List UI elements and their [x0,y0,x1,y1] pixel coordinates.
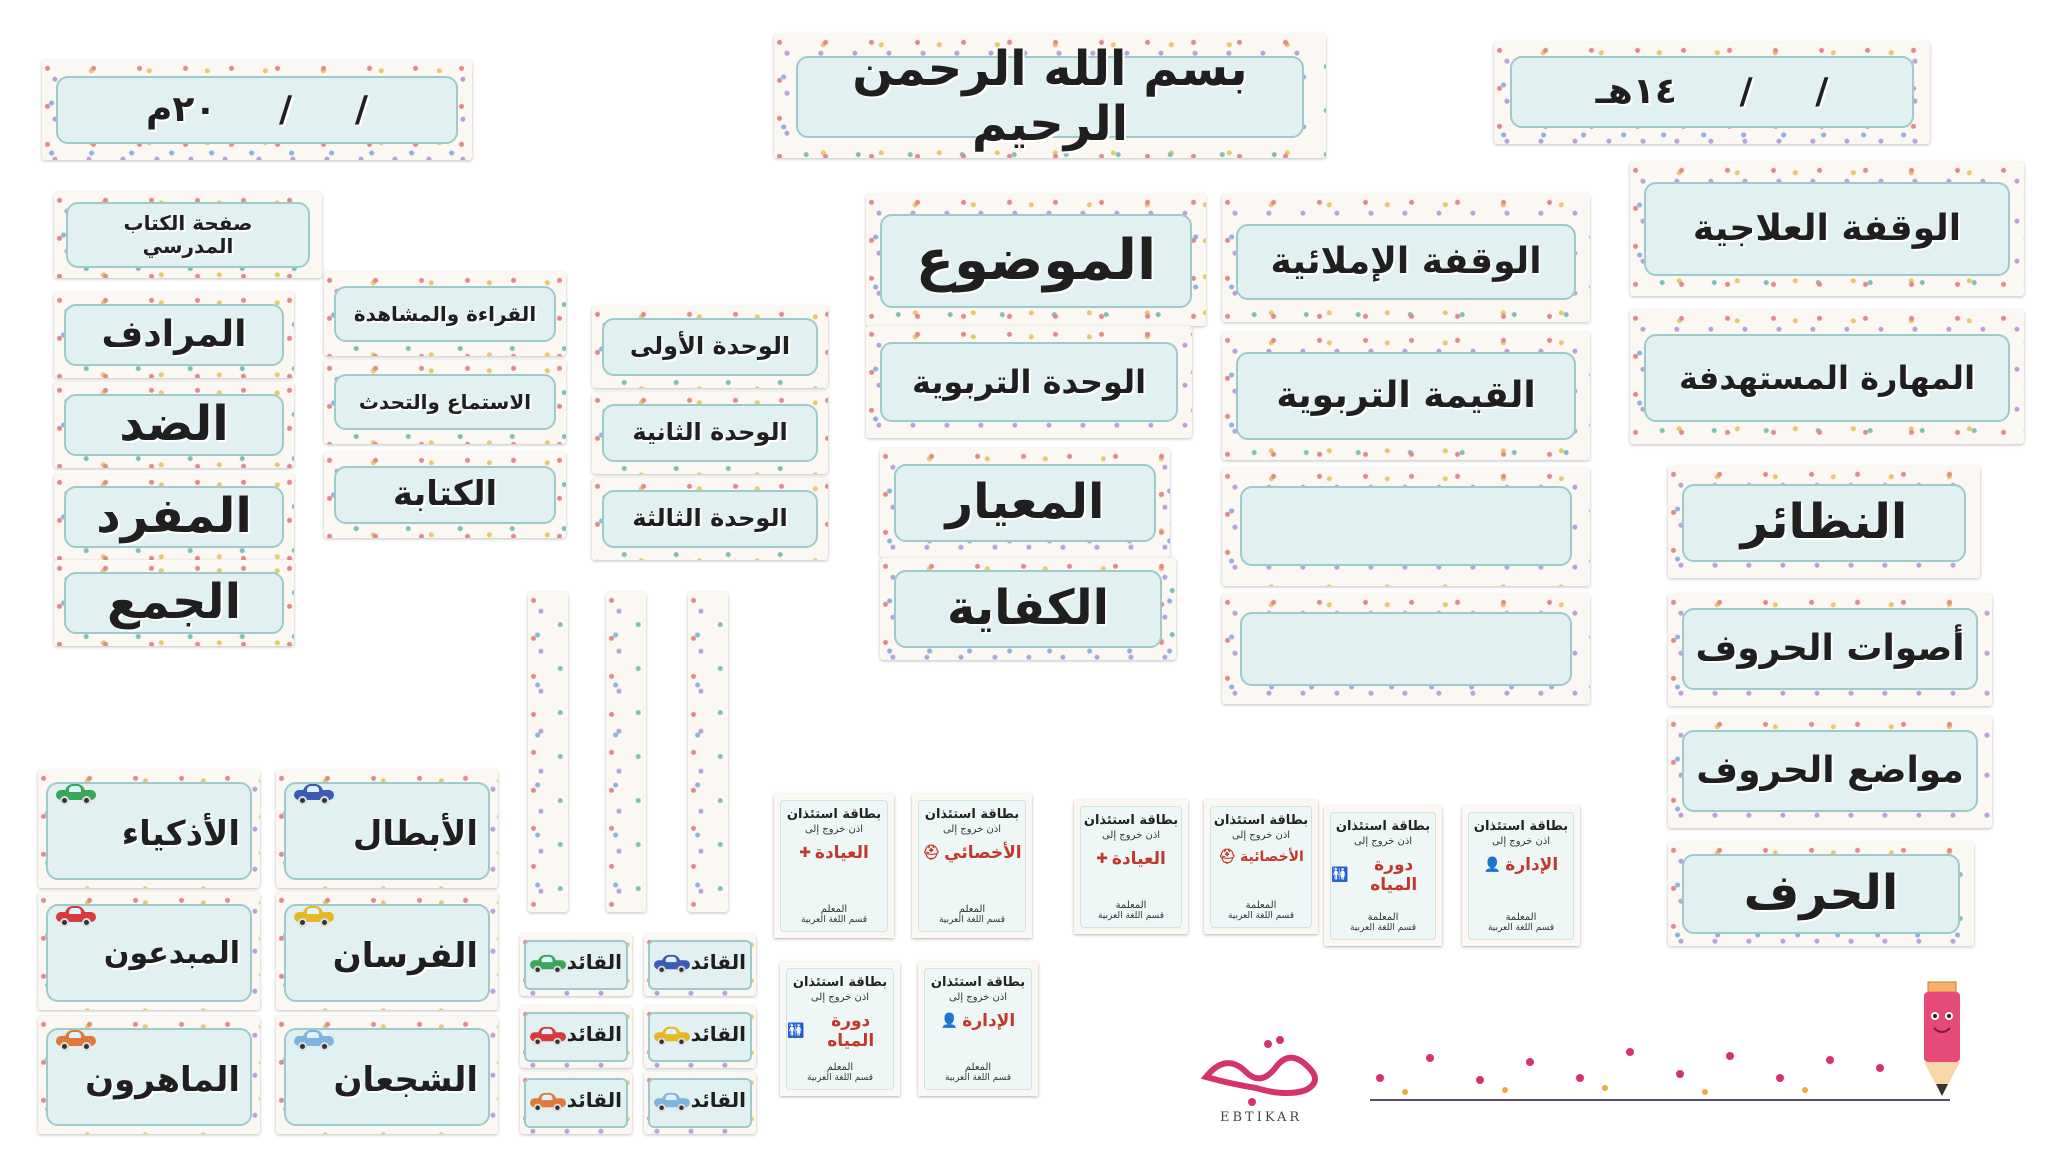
remedial-stop-card [1630,162,2024,296]
permit-inner [924,968,1032,1090]
destination-label: دورة المياه [1370,855,1418,895]
car-green-icon [56,784,96,802]
permit-inner [780,800,888,932]
card-label: الوحدة الثانية [602,404,818,462]
strip-pattern [688,592,728,912]
permit-inner [786,968,894,1090]
car-window [542,1095,553,1100]
card-label: الحرف [1682,854,1960,934]
car-wheel [60,796,69,805]
leader-label: القائد [566,1088,622,1112]
gregorian-date-text: / / ٢٠م [56,76,458,144]
group-name: الأبطال [352,814,478,854]
permit-title: بطاقة استئذان [1213,813,1309,828]
permit-signature: المعلمة [1505,912,1537,923]
permit-department: قسم اللغة العربية [1349,923,1417,933]
card-label: الاستماع والتحدث [334,374,556,430]
car-blue-icon [654,955,690,971]
permit-inner [1330,812,1436,940]
permit-subtitle: اذن خروج إلى [948,992,1008,1003]
leader-label: القائد [690,1022,746,1046]
permit-department: قسم اللغة العربية [806,1073,874,1083]
textbook-page-card [54,192,322,278]
restroom-icon: 🚻 [787,1023,805,1039]
permit-signature: المعلمة [1367,912,1399,923]
permit-destination [799,843,869,863]
car-window [666,957,677,962]
car-window [307,786,319,792]
analogues-card [1668,466,1980,578]
group-name: الشجعان [333,1060,478,1100]
blank-card-2 [1222,594,1590,704]
car-blue-icon [294,784,334,802]
singular-card [54,474,294,560]
group-card-skilled [38,1016,260,1134]
car-wheel [298,796,307,805]
permit-destination [1331,855,1435,895]
permit-card [1074,800,1188,934]
leader-label: القائد [566,950,622,974]
card-label: المفرد [64,486,284,548]
card-label: الوقفة العلاجية [1644,182,2010,276]
antonym-card [54,382,294,468]
writing-card [324,452,566,538]
spelling-stop-card [1222,194,1590,322]
car-window [542,957,553,962]
group-name: المبدعون [103,936,240,971]
leader-card [520,1072,632,1134]
permit-department: قسم اللغة العربية [1097,911,1165,921]
permit-subtitle: اذن خروج إلى [942,824,1002,835]
permit-destination [1096,849,1166,869]
leader-card [644,934,756,996]
car-window [69,908,81,914]
permit-signature: المعلمة [1115,900,1147,911]
clinic-icon: ✚ [799,845,811,861]
card-label [1240,486,1572,566]
permit-subtitle: اذن خروج إلى [810,992,870,1003]
car-wheel [60,918,69,927]
nurse-icon: ⛑ [1218,849,1236,865]
letter-positions-card [1668,716,1992,828]
group-card-smart [38,770,260,888]
car-wheel [658,966,666,974]
leader-card [644,1006,756,1068]
permit-subtitle: اذن خروج إلى [804,824,864,835]
car-wheel [82,918,91,927]
reading-card [324,272,566,356]
group-card-brave [276,1016,498,1134]
car-wheel [298,1042,307,1051]
pencil-character-icon [1902,970,1982,1110]
permit-destination [1218,849,1304,865]
card-label: المعيار [894,464,1156,542]
group-name: الأذكياء [121,814,240,854]
destination-label: الإدارة [962,1011,1016,1031]
unit-3-card [592,478,828,560]
admin-icon: 👤 [940,1013,959,1029]
standard-card [880,448,1170,558]
permit-title: بطاقة استئذان [792,975,888,990]
permit-subtitle: اذن خروج إلى [1231,830,1291,841]
group-card-creatives [38,892,260,1010]
car-wheel [298,918,307,927]
permit-signature: المعلمة [1245,900,1277,911]
strip-pattern [528,592,568,912]
destination-label: الأخصائي [944,843,1022,863]
permit-card [1462,806,1580,946]
card-label: أصوات الحروف [1682,608,1978,690]
car-wheel [82,1042,91,1051]
permit-inner [918,800,1026,932]
destination-label: دورة المياه [827,1011,875,1051]
card-label: الوحدة الأولى [602,318,818,376]
permit-card [918,962,1038,1096]
car-wheel [553,1104,561,1112]
permit-inner [1080,806,1182,928]
permit-title: بطاقة استئذان [1083,813,1179,828]
car-yellow-icon [294,906,334,924]
permit-destination [922,843,1021,863]
permit-title: بطاقة استئذان [786,807,882,822]
group-name: الماهرون [85,1060,240,1100]
permit-card [1204,800,1318,934]
nurse-icon: ⛑ [922,845,941,861]
ebtikar-logo-icon [1196,1022,1336,1112]
target-skill-card [1630,310,2024,444]
leader-label: القائد [566,1022,622,1046]
unit-2-card [592,392,828,474]
permit-destination [787,1011,893,1051]
decorative-strip-1 [528,592,568,912]
card-label: النظائر [1682,484,1966,562]
hijri-date-text: / / ١٤هـ [1510,56,1914,128]
permit-inner [1210,806,1312,928]
car-wheel [82,796,91,805]
permit-subtitle: اذن خروج إلى [1353,836,1413,847]
destination-label: العيادة [814,843,869,863]
card-label [1240,612,1572,686]
permit-card [1324,806,1442,946]
unit-1-card [592,306,828,388]
card-label: الجمع [64,572,284,634]
car-wheel [60,1042,69,1051]
permit-subtitle: اذن خروج إلى [1491,836,1551,847]
destination-label: العيادة [1111,849,1166,869]
card-label: الكتابة [334,466,556,524]
clinic-icon: ✚ [1096,851,1108,867]
permit-title: بطاقة استئذان [1473,819,1569,834]
car-lightblue-icon [654,1093,690,1109]
car-wheel [677,1104,685,1112]
car-wheel [677,966,685,974]
permit-signature: المعلم [958,904,986,915]
permit-subtitle: اذن خروج إلى [1101,830,1161,841]
dotted-line-decoration [1360,1008,1960,1108]
card-label: الوحدة الثالثة [602,490,818,548]
car-green-icon [530,955,566,971]
car-wheel [658,1038,666,1046]
permit-title: بطاقة استئذان [1335,819,1431,834]
card-label: الوقفة الإملائية [1236,224,1576,300]
competency-card [880,558,1176,660]
card-label: الوحدة التربوية [880,342,1178,422]
card-label: المهارة المستهدفة [1644,334,2010,422]
basmala-text: بسم الله الرحمن الرحيم [796,56,1304,138]
topic-card [866,194,1206,326]
admin-icon: 👤 [1483,857,1502,873]
car-yellow-icon [654,1027,690,1043]
car-window [666,1095,677,1100]
permit-signature: المعلم [964,1062,992,1073]
car-window [542,1029,553,1034]
permit-department: قسم اللغة العربية [1487,923,1555,933]
group-card-knights [276,892,498,1010]
car-lightblue-icon [294,1030,334,1048]
basmala-card [774,34,1326,158]
car-window [666,1029,677,1034]
car-wheel [534,1104,542,1112]
permit-title: بطاقة استئذان [924,807,1020,822]
plural-card [54,560,294,646]
destination-label: الإدارة [1505,855,1559,875]
hijri-date-card [1494,42,1930,144]
car-wheel [320,918,329,927]
car-wheel [553,966,561,974]
strip-pattern [606,592,646,912]
car-orange-icon [530,1093,566,1109]
permit-destination [1484,855,1558,875]
educational-unit-card [866,326,1192,438]
permit-department: قسم اللغة العربية [800,915,868,925]
leader-card [644,1072,756,1134]
car-wheel [534,1038,542,1046]
permit-card [774,794,894,938]
car-orange-icon [56,1030,96,1048]
logo-latin-text: EBTIKAR [1220,1110,1303,1125]
permit-destination [941,1011,1015,1031]
decorative-strip-2 [606,592,646,912]
destination-label: الأخصائية [1239,849,1304,865]
card-label: الكفاية [894,570,1162,648]
leader-label: القائد [690,950,746,974]
car-red-icon [56,906,96,924]
card-label: الضد [64,394,284,456]
permit-card [912,794,1032,938]
car-wheel [534,966,542,974]
blank-card-1 [1222,468,1590,586]
permit-department: قسم اللغة العربية [944,1073,1012,1083]
car-window [69,1032,81,1038]
permit-signature: المعلم [820,904,848,915]
synonym-card [54,292,294,378]
car-window [307,1032,319,1038]
card-label: القراءة والمشاهدة [334,286,556,342]
restroom-icon: 🚻 [1331,867,1349,883]
leader-card [520,1006,632,1068]
decorative-strip-3 [688,592,728,912]
car-wheel [677,1038,685,1046]
card-label: القيمة التربوية [1236,352,1576,440]
educational-value-card [1222,332,1590,460]
car-red-icon [530,1027,566,1043]
permit-inner [1468,812,1574,940]
car-wheel [553,1038,561,1046]
listening-card [324,360,566,444]
car-window [69,786,81,792]
card-label: الموضوع [880,214,1192,308]
card-label: مواضع الحروف [1682,730,1978,812]
permit-card [780,962,900,1096]
group-card-champions [276,770,498,888]
permit-signature: المعلم [826,1062,854,1073]
card-label: صفحة الكتاب المدرسي [66,202,310,268]
leader-label: القائد [690,1088,746,1112]
letter-card [1668,842,1974,946]
group-name: الفرسان [332,936,478,976]
letter-sounds-card [1668,594,1992,706]
leader-card [520,934,632,996]
car-wheel [320,796,329,805]
car-wheel [320,1042,329,1051]
car-wheel [658,1104,666,1112]
permit-department: قسم اللغة العربية [938,915,1006,925]
permit-department: قسم اللغة العربية [1227,911,1295,921]
car-window [307,908,319,914]
card-label: المرادف [64,304,284,366]
gregorian-date-card [42,60,472,160]
permit-title: بطاقة استئذان [930,975,1026,990]
